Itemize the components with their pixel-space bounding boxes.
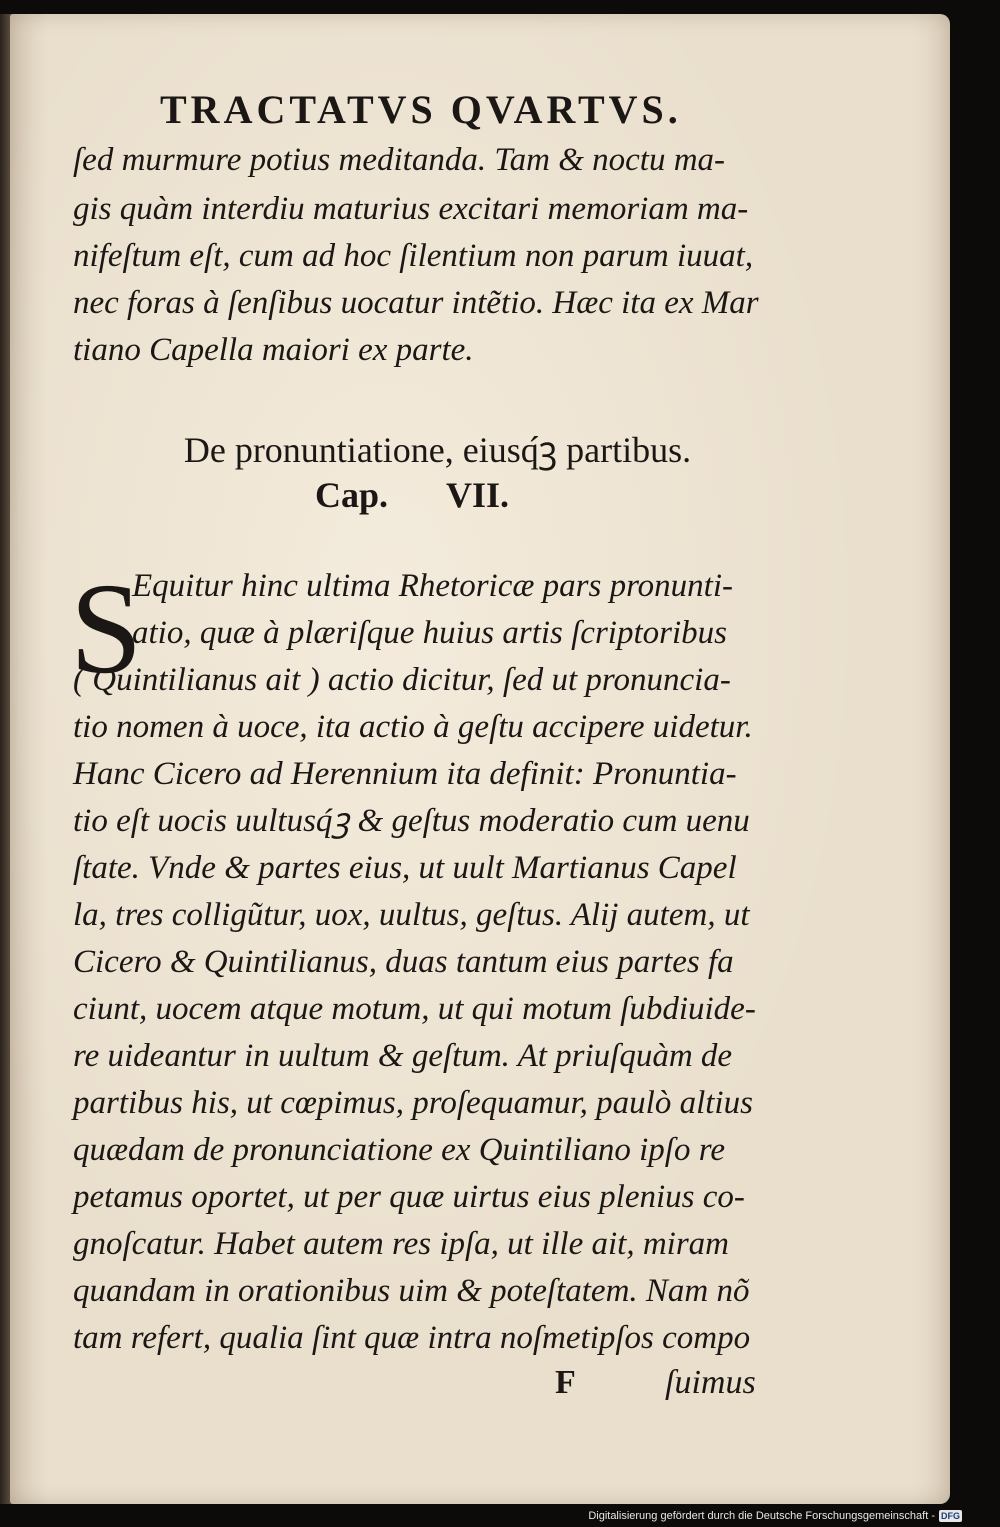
chapter-label	[315, 474, 509, 516]
dfg-logo: DFG	[941, 1511, 960, 1521]
section-heading: De pronuntiatione, eiusq́ꝫ partibus.	[183, 430, 692, 470]
credit-text: Digitalisierung gefördert durch die Deutsche Forschungsgemeinschaft -	[588, 1510, 935, 1522]
text-line: Cicero & Quintilianus, duas tantum eius partes fa	[73, 944, 734, 980]
text-line: tio nomen à uoce, ita actio à geſtu accipere uidetur.	[73, 709, 753, 745]
catchword: ſuimus	[665, 1364, 756, 1401]
text-line: petamus oportet, ut per quæ uirtus eius plenius co-	[73, 1179, 745, 1215]
chapter-word: Cap.	[315, 475, 389, 515]
text-line: quandam in orationibus uim & poteſtatem. Nam nõ	[73, 1273, 750, 1309]
signature-mark: F	[555, 1364, 576, 1401]
text-line: ( Quintilianus ait ) actio dicitur, ſed ut pronuncia-	[73, 662, 731, 698]
text-line: la, tres colligũtur, uox, uultus, geſtus. Alij autem, ut	[73, 897, 750, 933]
text-line: partibus his, ut cœpimus, proſequamur, paulò altius	[73, 1085, 753, 1121]
chapter-number: VII.	[446, 475, 510, 515]
book-page	[10, 14, 950, 1504]
drop-cap: S	[70, 557, 143, 701]
text-line: tio eſt uocis uultusq́ꝫ & geſtus moderatio cum uenu	[73, 803, 750, 839]
text-line: re uideantur in uultum & geſtum. At priuſquàm de	[73, 1038, 733, 1074]
text-line: Equitur hinc ultima Rhetoricæ pars pronunti-	[132, 568, 734, 604]
text-line: Hanc Cicero ad Herennium ita definit: Pronuntia-	[73, 756, 737, 792]
text-line: gnoſcatur. Habet autem res ipſa, ut ille ait, miram	[73, 1226, 729, 1262]
text-line: atio, quæ à plæriſque huius artis ſcriptoribus	[132, 615, 727, 651]
text-line: quædam de pronunciatione ex Quintiliano ipſo re	[73, 1132, 725, 1168]
text-line: ſtate. Vnde & partes eius, ut uult Martianus Capel	[73, 850, 737, 886]
digitization-credit	[588, 1510, 962, 1522]
text-line: nifeſtum eſt, cum ad hoc ſilentium non parum iuuat,	[73, 238, 754, 274]
running-head: TRACTATVS QVARTVS.	[160, 87, 682, 132]
text-line: nec foras à ſenſibus uocatur intẽtio. Hæc ita ex Mar	[73, 285, 759, 321]
text-line: ciunt, uocem atque motum, ut qui motum ſubdiuide-	[73, 991, 756, 1027]
text-line: ſed murmure potius meditanda. Tam & noctu ma-	[73, 142, 726, 178]
text-line: gis quàm interdiu maturius excitari memoriam ma-	[73, 191, 749, 227]
text-line: tam refert, qualia ſint quæ intra noſmetipſos compo	[73, 1320, 751, 1356]
text-line: tiano Capella maiori ex parte.	[73, 332, 474, 368]
